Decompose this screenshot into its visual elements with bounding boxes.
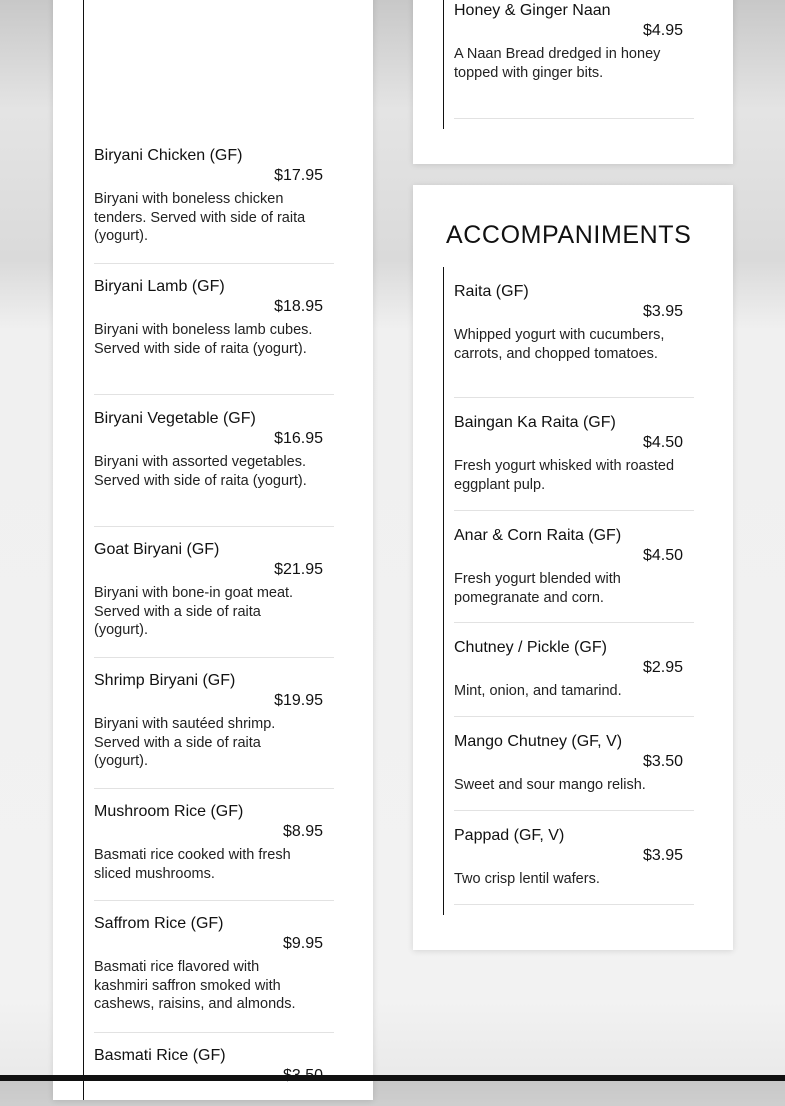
item-name: Mushroom Rice (GF) xyxy=(94,803,244,820)
menu-item-pappad[interactable] xyxy=(454,826,694,905)
menu-item-goat-biryani[interactable] xyxy=(94,540,334,658)
menu-item-biryani-chicken[interactable] xyxy=(94,146,334,264)
item-description: Whipped yogurt with cucumbers, carrots, and chopped tomatoes. xyxy=(454,327,665,362)
item-name: Anar & Corn Raita (GF) xyxy=(454,527,622,544)
item-price: $17.95 xyxy=(274,167,323,184)
item-description: Two crisp lentil wafers. xyxy=(454,871,600,887)
item-name: Goat Biryani (GF) xyxy=(94,541,220,558)
menu-item-chutney-pickle[interactable] xyxy=(454,638,694,717)
item-price: $2.95 xyxy=(642,659,683,676)
item-name: Raita (GF) xyxy=(454,283,529,300)
item-description: Biryani with boneless chicken tenders. Served with side of raita (yogurt). xyxy=(94,191,306,244)
item-price: $9.95 xyxy=(282,935,323,952)
menu-item-mango-chutney[interactable] xyxy=(454,732,694,811)
item-description: Fresh yogurt whisked with roasted eggplant pulp. xyxy=(454,458,675,493)
section-divider-line xyxy=(443,267,444,915)
menu-item-honey-ginger-naan[interactable] xyxy=(454,1,694,119)
item-name: Pappad (GF, V) xyxy=(454,827,565,844)
item-name: Biryani Lamb (GF) xyxy=(94,278,225,295)
breads-section-card xyxy=(413,0,733,164)
accompaniments-section-card xyxy=(413,185,733,950)
item-name: Baingan Ka Raita (GF) xyxy=(454,414,616,431)
item-name: Biryani Chicken (GF) xyxy=(94,147,243,164)
item-name: Shrimp Biryani (GF) xyxy=(94,672,236,689)
item-price: $21.95 xyxy=(274,561,323,578)
item-description: Biryani with boneless lamb cubes. Served with side of raita (yogurt). xyxy=(94,322,313,357)
item-description: Biryani with bone-in goat meat. Served with a side of raita (yogurt). xyxy=(94,585,294,638)
item-price: $19.95 xyxy=(274,692,323,709)
item-price: $16.95 xyxy=(274,430,323,447)
item-name: Mango Chutney (GF, V) xyxy=(454,733,623,750)
bottom-bar xyxy=(0,1075,785,1081)
item-name: Saffrom Rice (GF) xyxy=(94,915,224,932)
item-name: Chutney / Pickle (GF) xyxy=(454,639,607,656)
section-divider-line xyxy=(443,0,444,129)
menu-item-shrimp-biryani[interactable] xyxy=(94,671,334,789)
menu-item-biryani-lamb[interactable] xyxy=(94,277,334,395)
item-name: Honey & Ginger Naan xyxy=(454,2,611,19)
biryani-section-card xyxy=(53,0,373,1100)
item-description: Biryani with assorted vegetables. Served with side of raita (yogurt). xyxy=(94,454,307,489)
item-price: $3.95 xyxy=(642,847,683,864)
item-price: $3.50 xyxy=(642,753,683,770)
menu-item-biryani-vegetable[interactable] xyxy=(94,409,334,527)
item-name: Basmati Rice (GF) xyxy=(94,1047,226,1064)
section-title: ACCOMPANIMENTS xyxy=(446,221,692,249)
item-price: $18.95 xyxy=(274,298,323,315)
item-name: Biryani Vegetable (GF) xyxy=(94,410,256,427)
item-price: $8.95 xyxy=(282,823,323,840)
item-description: Biryani with sautéed shrimp. Served with a side of raita (yogurt). xyxy=(94,716,276,769)
item-description: Sweet and sour mango relish. xyxy=(454,777,646,793)
menu-item-anar-corn-raita[interactable] xyxy=(454,526,694,623)
item-description: A Naan Bread dredged in honey topped with ginger bits. xyxy=(454,46,661,81)
menu-item-saffrom-rice[interactable] xyxy=(94,914,334,1033)
menu-item-raita[interactable] xyxy=(454,282,694,398)
item-description: Basmati rice cooked with fresh sliced mushrooms. xyxy=(94,847,291,882)
item-description: Basmati rice flavored with kashmiri saffron smoked with cashews, raisins, and almonds. xyxy=(94,959,296,1012)
item-price: $4.50 xyxy=(642,434,683,451)
section-divider-line xyxy=(83,0,84,1100)
menu-item-baingan-ka-raita[interactable] xyxy=(454,413,694,511)
item-description: Mint, onion, and tamarind. xyxy=(454,683,622,699)
item-price: $4.95 xyxy=(642,22,683,39)
menu-item-mushroom-rice[interactable] xyxy=(94,802,334,901)
item-description: Fresh yogurt blended with pomegranate and corn. xyxy=(454,571,621,606)
item-price: $3.95 xyxy=(642,303,683,320)
item-price: $4.50 xyxy=(642,547,683,564)
